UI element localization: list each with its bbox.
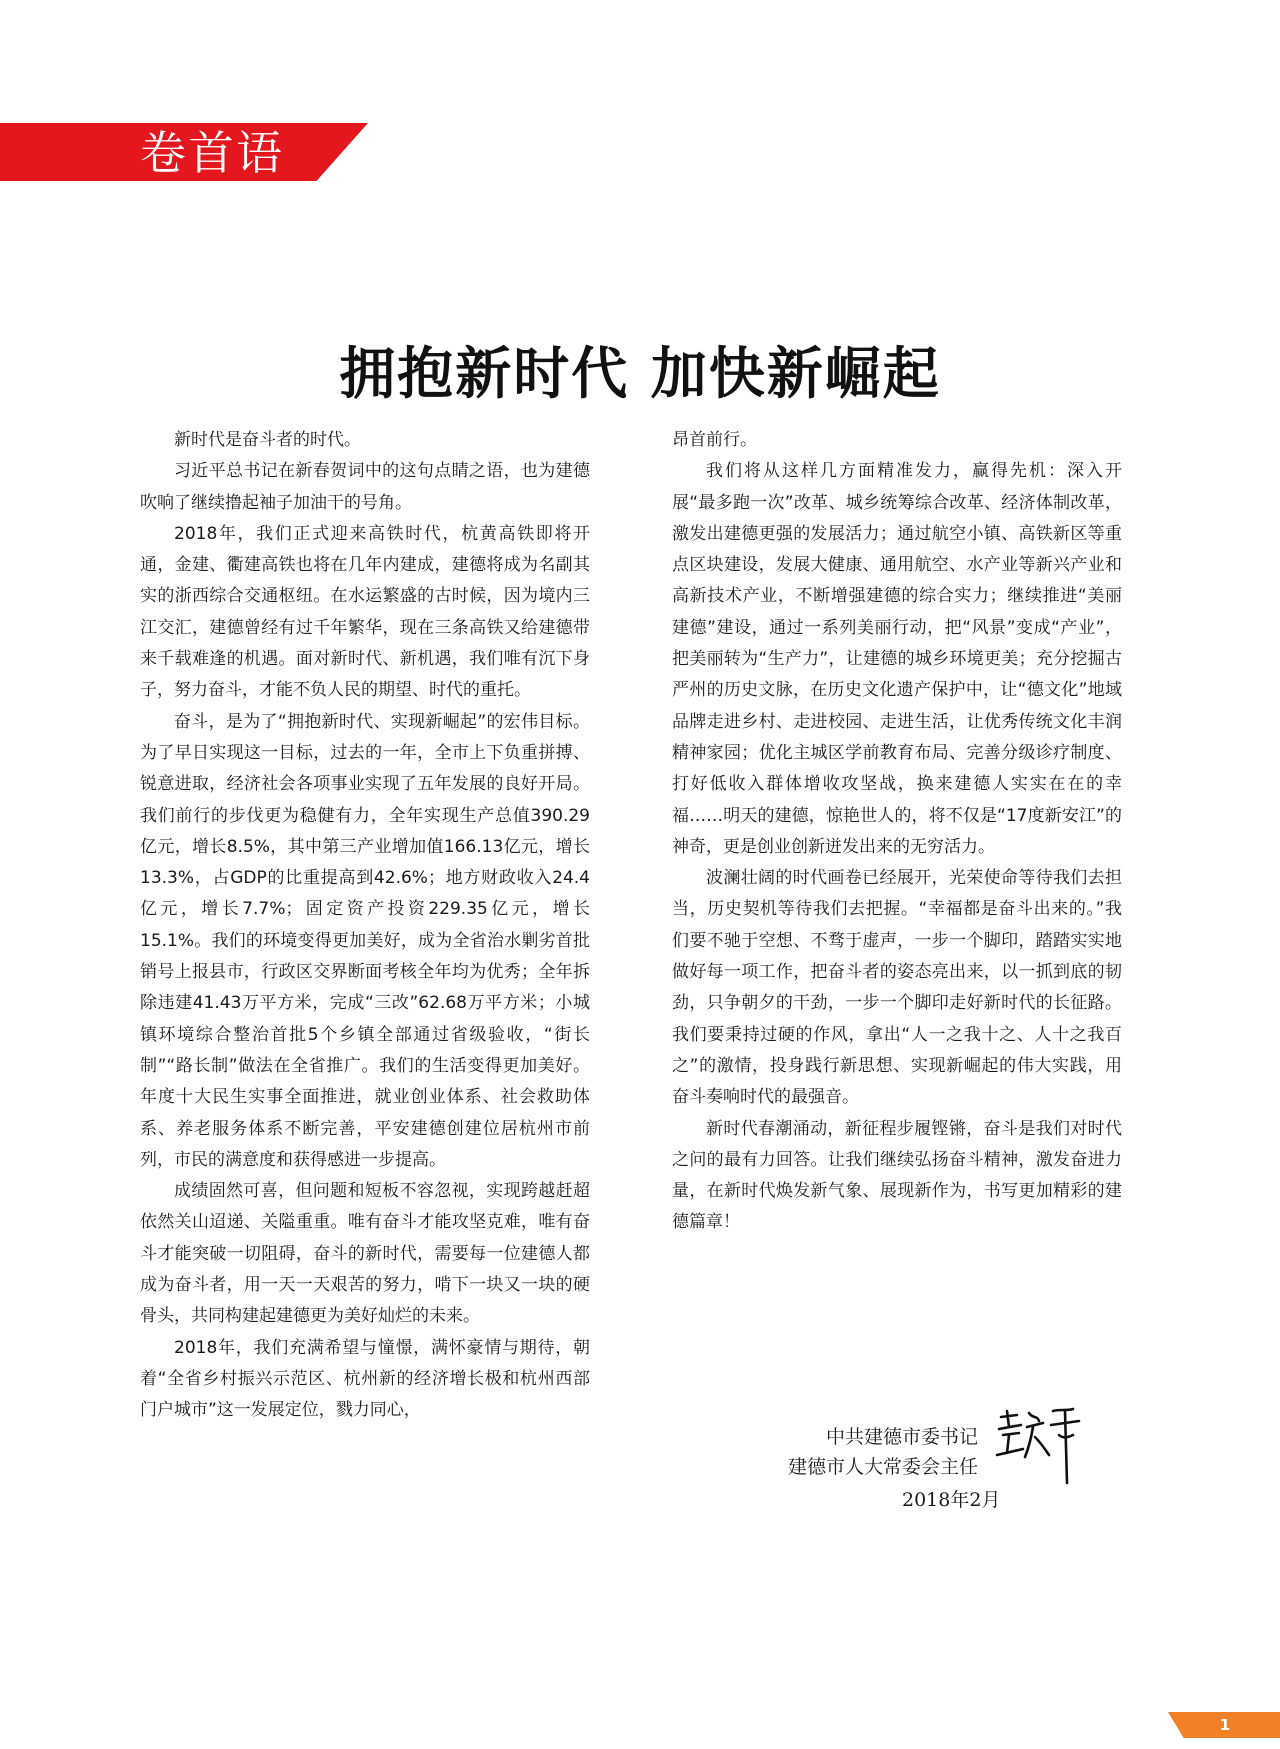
page-number: 1 (1219, 1716, 1231, 1734)
section-label: 卷首语 (140, 126, 284, 180)
article-column-left (140, 425, 590, 1427)
paragraph-continued: 昂首前行。 (672, 430, 757, 450)
paragraph: 新时代是奋斗者的时代。 (174, 430, 361, 450)
article-column-right (672, 425, 1122, 1239)
article-title: 拥抱新时代 加快新崛起 (339, 341, 941, 407)
author-titles (788, 1422, 978, 1482)
signature-date: 2018年2月 (902, 1489, 1001, 1511)
paragraph: 奋斗，是为了“拥抱新时代、实现新崛起”的宏伟目标。为了早日实现这一目标，过去的一年，全市上下负重拼搏、锐意进取，经济社会各项事业实现了五年发展的良好开局。我们前行的步伐更为稳健有力，全年实现生产总值390.29亿元，增长8.5%，其中第三产业增加值166.13亿元，增长13.3%，占GDP的比重提高到42.6%；地方财政收入24.4亿元，增长7.7%；固定资产投资229.35亿元，增长15.1%。我们的环境变得更加美好，成为全省治水剿劣首批销号上报县市，行政区交界断面考核全年均为优秀；全年拆除违建41.43万平方米，完成“三改”62.68万平方米；小城镇环境综合整治首批5个乡镇全部通过省级验收，“街长制”“路长制”做法在全省推广。我们的生活变得更加美好。年度十大民生实事全面推进，就业创业体系、社会救助体系、养老服务体系不断完善，平安建德创建位居杭州市前列，市民的满意度和获得感进一步提高。 (140, 711, 590, 1170)
paragraph: 习近平总书记在新春贺词中的这句点睛之语，也为建德吹响了继续撸起袖子加油干的号角。 (140, 461, 590, 513)
paragraph: 成绩固然可喜，但问题和短板不容忽视，实现跨越赶超依然关山迢递、关隘重重。唯有奋斗才能攻坚克难，唯有奋斗才能突破一切阻碍，奋斗的新时代，需要每一位建德人都成为奋斗者，用一天一天艰苦的努力，啃下一块又一块的硬骨头，共同构建起建德更为美好灿烂的未来。 (140, 1181, 590, 1327)
author-title-1: 中共建德市委书记 (826, 1426, 979, 1448)
paragraph: 2018年，我们正式迎来高铁时代，杭黄高铁即将开通，金建、衢建高铁也将在几年内建成，建德将成为名副其实的浙西综合交通枢纽。在水运繁盛的古时候，因为境内三江交汇，建德曾经有过千年繁华，现在三条高铁又给建德带来千载难逢的机遇。面对新时代、新机遇，我们唯有沉下身子，努力奋斗，才能不负人民的期望、时代的重托。 (140, 523, 590, 701)
paragraph: 我们将从这样几方面精准发力，赢得先机：深入开展“最多跑一次”改革、城乡统筹综合改革、经济体制改革，激发出建德更强的发展活力；通过航空小镇、高铁新区等重点区块建设，发展大健康、通用航空、水产业等新兴产业和高新技术产业，不断增强建德的综合实力；继续推进“美丽建德”建设，通过一系列美丽行动，把“风景”变成“产业”，把美丽转为“生产力”，让建德的城乡环境更美；充分挖掘古严州的历史文脉，在历史文化遗产保护中，让“德文化”地域品牌走进乡村、走进校园、走进生活，让优秀传统文化丰润精神家园；优化主城区学前教育布局、完善分级诊疗制度、打好低收入群体增收攻坚战，换来建德人实实在在的幸福……明天的建德，惊艳世人的，将不仅是“17度新安江”的神奇，更是创业创新迸发出来的无穷活力。 (672, 461, 1122, 857)
handwritten-signature (993, 1405, 1083, 1485)
paragraph: 2018年，我们充满希望与憧憬，满怀豪情与期待，朝着“全省乡村振兴示范区、杭州新的经济增长极和杭州西部门户城市”这一发展定位，戮力同心， (140, 1337, 590, 1421)
paragraph: 波澜壮阔的时代画卷已经展开，光荣使命等待我们去担当，历史契机等待我们去把握。“幸福都是奋斗出来的。”我们要不驰于空想、不骛于虚声，一步一个脚印，踏踏实实地做好每一项工作，把奋斗者的姿态亮出来，以一抓到底的韧劲，只争朝夕的干劲，一步一个脚印走好新时代的长征路。我们要秉持过硬的作风，拿出“人一之我十之、人十之我百之”的激情，投身践行新思想、实现新崛起的伟大实践，用奋斗奏响时代的最强音。 (672, 868, 1122, 1108)
paragraph: 新时代春潮涌动，新征程步履铿锵，奋斗是我们对时代之问的最有力回答。让我们继续弘扬奋斗精神，激发奋进力量，在新时代焕发新气象、展现新作为，书写更加精彩的建德篇章！ (672, 1118, 1122, 1233)
author-title-2: 建德市人大常委会主任 (788, 1456, 979, 1478)
